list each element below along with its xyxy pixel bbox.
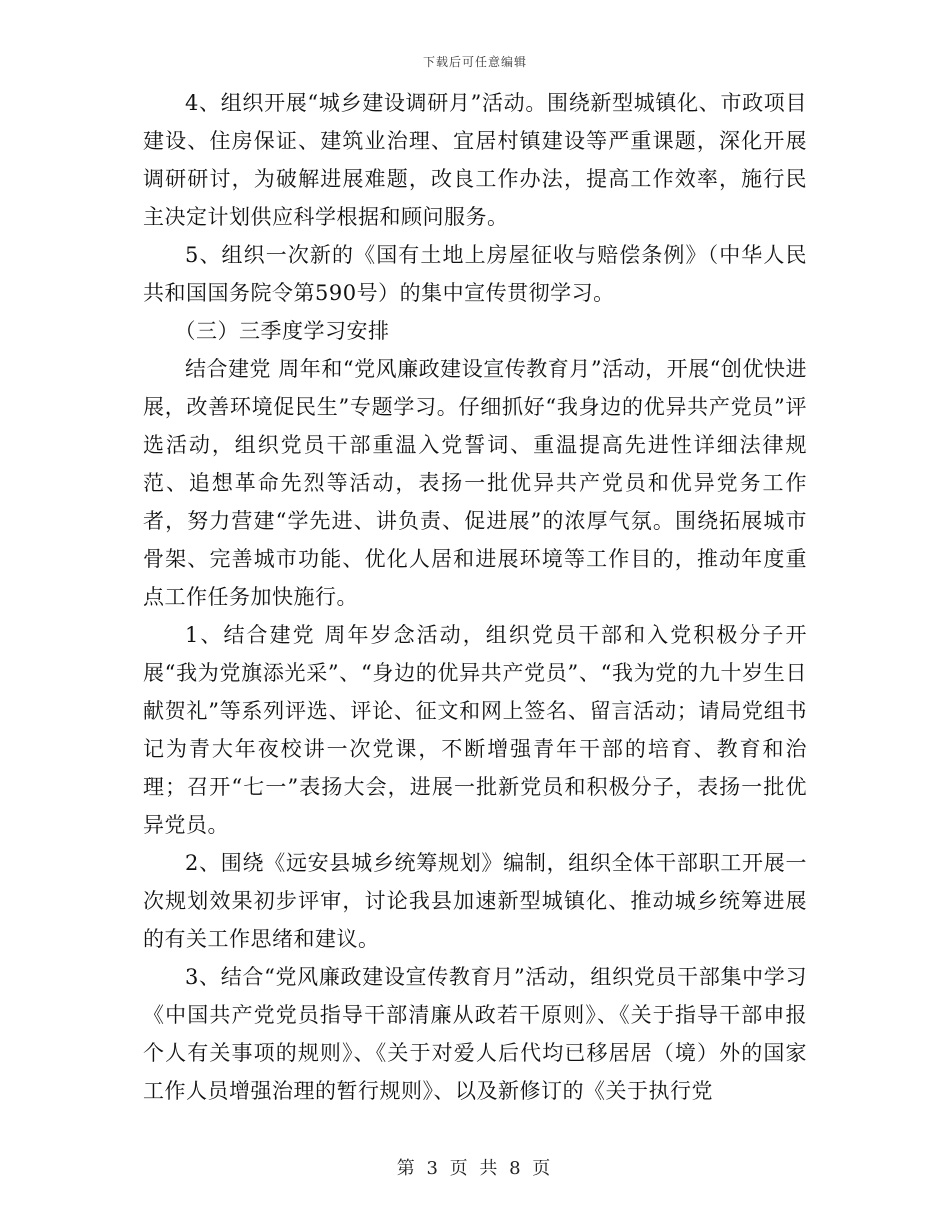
document-body [143, 84, 807, 1110]
paragraph-item-5: 5、组织一次新的《国有土地上房屋征收与赔偿条例》（中华人民共和国国务院令第590号）的集中宣传贯彻学习。 [143, 243, 807, 305]
paragraph-q3-item-3: 3、结合“党风廉政建设宣传教育月”活动，组织党员干部集中学习《中国共产党党员指导干部清廉从政若干原则》、《关于指导干部申报个人有关事项的规则》、《关于对爱人后代均已移居居（境）外的国家工作人员增强治理的暂行规则》、以及新修订的《关于执行党 [143, 965, 807, 1103]
paragraph-q3-item-2: 2、围绕《远安县城乡统筹规划》编制，组织全体干部职工开展一次规划效果初步评审，讨论我县加速新型城镇化、推动城乡统筹进展的有关工作思绪和建议。 [143, 851, 807, 951]
paragraph-q3-intro: 结合建党 周年和“党风廉政建设宣传教育月”活动，开展“创优快进展，改善环境促民生”专题学习。仔细抓好“我身边的优异共产党员”评选活动，组织党员干部重温入党誓词、重温提高先进性详细法律规范、追想革命先烈等活动，表扬一批优异共产党员和优异党务工作者，努力营建“学先进、讲负责、促进展”的浓厚气氛。围绕拓展城市骨架、完善城市功能、优化人居和进展环境等工作目的，推动年度重点工作任务加快施行。 [143, 357, 807, 609]
paragraph-item-4: 4、组织开展“城乡建设调研月”活动。围绕新型城镇化、市政项目建设、住房保证、建筑业治理、宜居村镇建设等严重课题，深化开展调研研讨，为破解进展难题，改良工作办法，提高工作效率，施行民主决定计划供应科学根据和顾问服务。 [143, 91, 807, 229]
page-header: 下载后可任意编辑 [422, 55, 527, 69]
page-number-footer: 第 3 页 共 8 页 [396, 1158, 554, 1179]
paragraph-q3-item-1: 1、结合建党 周年岁念活动，组织党员干部和入党积极分子开展“我为党旗添光采”、“身边的优异共产党员”、“我为党的九十岁生日献贺礼”等系列评选、评论、征文和网上签名、留言活动；请局党组书记为青大年夜校讲一次党课，不断增强青年干部的培育、教育和治理；召开“七一”表扬大会，进展一批新党员和积极分子，表扬一批优异党员。 [143, 623, 807, 837]
section-heading-q3: （三）三季度学习安排 [174, 319, 390, 343]
